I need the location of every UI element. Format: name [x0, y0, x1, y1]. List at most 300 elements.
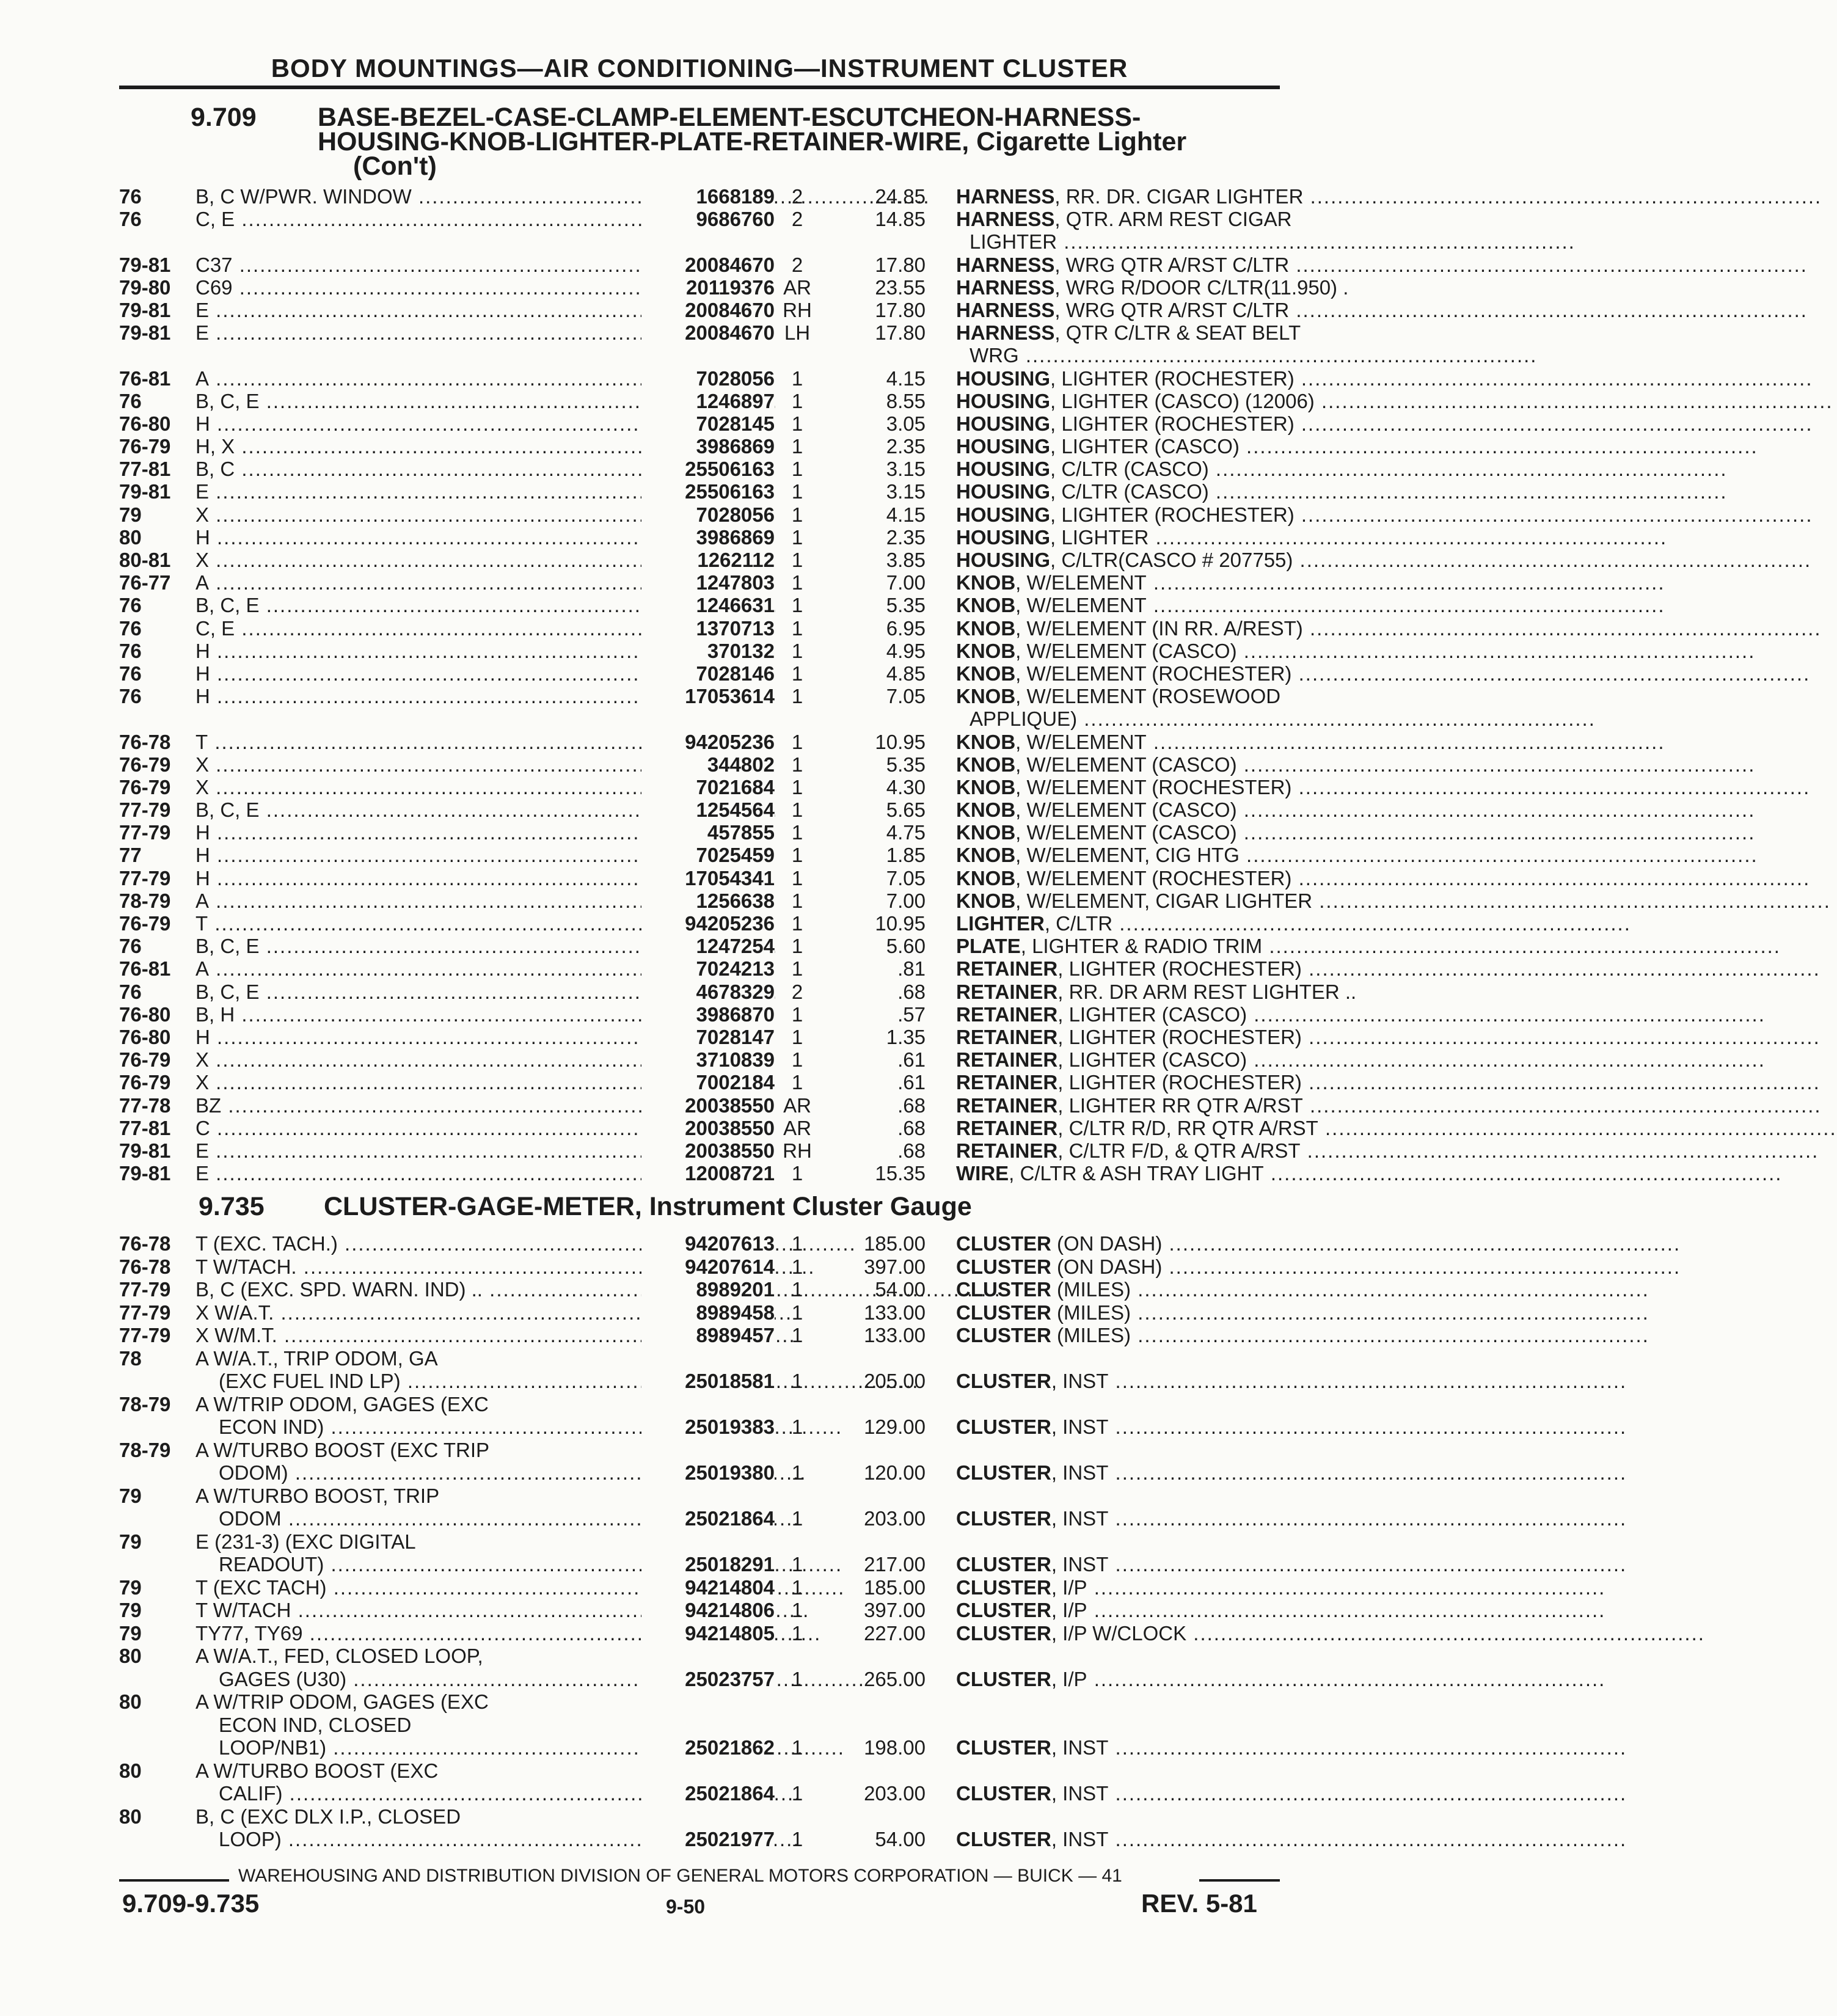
part-name-keyword: CLUSTER [956, 1461, 1051, 1484]
model-years: 77-81 [119, 1116, 171, 1139]
application-description [195, 617, 646, 640]
part-name-keyword: KNOB [956, 798, 1016, 822]
part-name-keyword: KNOB [956, 594, 1016, 617]
table-row [119, 412, 1295, 435]
price: 5.35 [886, 594, 926, 617]
application-description [195, 1255, 646, 1279]
description-line: X ..... [195, 1071, 646, 1094]
part-name-line: HARNESS, QTR. ARM REST CIGAR [956, 208, 1292, 231]
application-description [195, 731, 646, 753]
application-description [195, 1094, 646, 1117]
quantity: 2 [791, 253, 803, 276]
model-years: 76 [119, 594, 142, 617]
model-years: 79 [119, 1621, 142, 1645]
application-description [195, 1759, 646, 1805]
model-years: 76 [119, 980, 142, 1003]
part-name [956, 1668, 1280, 1691]
part-name-line: HOUSING, LIGHTER (ROCHESTER) ..... [956, 503, 1280, 526]
part-name-line: RETAINER, C/LTR F/D, & QTR A/RST ..... [956, 1139, 1280, 1162]
model-years: 77-79 [119, 1301, 171, 1324]
price: 7.00 [886, 571, 926, 594]
model-years: 77-79 [119, 1278, 171, 1301]
part-name-line: KNOB, W/ELEMENT, CIGAR LIGHTER ..... [956, 889, 1280, 912]
part-number: 20084670 [641, 254, 775, 276]
section-title-line: (Con't) [353, 152, 437, 181]
table-row [119, 1048, 1280, 1071]
part-name-keyword: HOUSING [956, 412, 1051, 435]
quantity: 2 [791, 980, 803, 1003]
table-row [119, 1393, 1280, 1439]
quantity: 1 [791, 1301, 803, 1324]
application-description [195, 594, 646, 616]
price: 8.55 [886, 389, 926, 412]
part-number: 94205236 [641, 731, 775, 753]
part-name-line: HARNESS, RR. DR. CIGAR LIGHTER ..... [956, 185, 1280, 208]
model-years: 78 [119, 1346, 142, 1370]
application-description [195, 1301, 646, 1324]
quantity: 1 [791, 458, 803, 481]
model-years: 76-79 [119, 912, 171, 935]
part-number: 7025459 [641, 844, 775, 866]
part-name [956, 1370, 1280, 1393]
part-name [956, 640, 1280, 662]
part-name-keyword: KNOB [956, 753, 1016, 776]
price: 185.00 [864, 1576, 926, 1599]
application-description [195, 1576, 646, 1599]
quantity: 1 [791, 1324, 803, 1346]
part-name-line: CLUSTER, I/P ..... [956, 1576, 1280, 1599]
footer-rule [1199, 1879, 1280, 1882]
quantity: RH [783, 1139, 812, 1162]
part-number: 7028056 [641, 367, 775, 390]
model-years: 76-78 [119, 730, 171, 753]
part-number: 20084670 [641, 299, 775, 321]
section-title [318, 103, 1271, 181]
price: 5.35 [886, 753, 926, 776]
quantity: 1 [791, 571, 803, 594]
application-description [195, 367, 646, 390]
table-row [119, 321, 1301, 367]
part-name [956, 526, 1280, 549]
table-row [119, 549, 1293, 572]
price: 3.05 [886, 412, 926, 435]
part-name-line: KNOB, W/ELEMENT (CASCO) ..... [956, 821, 1280, 844]
part-number: 25021862 [641, 1736, 775, 1759]
application-description [195, 1347, 646, 1393]
part-name-keyword: KNOB [956, 821, 1016, 844]
part-number: 3986869 [641, 526, 775, 549]
section-title-line: BASE-BEZEL-CASE-CLAMP-ELEMENT-ESCUTCHEON-HARNESS- [318, 103, 1141, 132]
part-name-line: LIGHTER, C/LTR ..... [956, 912, 1280, 935]
part-name-keyword: HOUSING [956, 435, 1051, 458]
description-line: H ..... [195, 1026, 646, 1048]
model-years: 80 [119, 1690, 142, 1713]
part-number: 25506163 [641, 480, 775, 503]
application-description [195, 685, 646, 707]
description-line: B, C (EXC DLX I.P., CLOSED [195, 1805, 461, 1828]
part-name [956, 1025, 1302, 1048]
application-description [195, 1690, 646, 1759]
model-years: 79 [119, 1484, 142, 1507]
quantity: 1 [791, 639, 803, 662]
part-name [956, 731, 1280, 753]
part-name [956, 208, 1292, 254]
description-line: T ..... [195, 731, 646, 753]
part-name-keyword: KNOB [956, 571, 1016, 594]
part-number: 17053614 [641, 685, 775, 707]
application-description [195, 753, 646, 776]
quantity: 1 [791, 685, 803, 708]
quantity: 1 [791, 1576, 803, 1599]
model-years: 77-79 [119, 1324, 171, 1346]
description-line: H ..... [195, 685, 646, 707]
part-number: 94205236 [641, 912, 775, 935]
quantity: 1 [791, 730, 803, 753]
part-number: 25021864 [641, 1507, 775, 1530]
description-line: E ..... [195, 1162, 646, 1185]
quantity: 2 [791, 208, 803, 231]
part-name-keyword: CLUSTER [956, 1278, 1051, 1301]
table-row [119, 1599, 1280, 1622]
description-line: GAGES (U30) ..... [195, 1668, 646, 1691]
application-description [195, 321, 646, 344]
part-name-keyword: PLATE [956, 935, 1021, 958]
header-rule [119, 86, 1280, 89]
quantity: 1 [791, 503, 803, 526]
model-years: 76 [119, 208, 142, 231]
quantity: 1 [791, 1828, 803, 1850]
part-name-keyword: KNOB [956, 616, 1016, 640]
part-name-line: LIGHTER ..... [956, 230, 1280, 253]
table-row [119, 1622, 1280, 1645]
section-number: 9.709 [191, 103, 257, 132]
part-name [956, 276, 1349, 299]
quantity: AR [783, 276, 811, 299]
part-name [956, 185, 1304, 208]
model-years: 76-78 [119, 1255, 171, 1278]
table-row [119, 798, 1280, 821]
part-number: 3986870 [641, 1003, 775, 1026]
part-name-keyword: KNOB [956, 775, 1016, 798]
price: .68 [897, 1094, 926, 1117]
model-years: 77-81 [119, 458, 171, 481]
part-number: 20038550 [641, 1094, 775, 1117]
part-name-line: CLUSTER (MILES) ..... [956, 1301, 1280, 1324]
parts-table-9-735 [119, 1232, 1280, 1851]
part-name-keyword: HARNESS [956, 321, 1055, 345]
part-number: 8989457 [641, 1324, 775, 1347]
table-row [119, 594, 1280, 616]
part-name-keyword: RETAINER [956, 1071, 1058, 1094]
quantity: 1 [791, 662, 803, 685]
part-name-keyword: CLUSTER [956, 1415, 1051, 1438]
description-line: B, H ..... [195, 1003, 646, 1026]
part-name-keyword: CLUSTER [956, 1736, 1051, 1759]
part-number: 370132 [641, 640, 775, 662]
quantity: 1 [791, 1599, 803, 1621]
part-number: 1247254 [641, 935, 775, 957]
model-years: 79-81 [119, 1162, 171, 1185]
model-years: 76-79 [119, 1071, 171, 1094]
model-years: 77-79 [119, 798, 171, 822]
part-name-line: RETAINER, LIGHTER (ROCHESTER) ..... [956, 1071, 1280, 1094]
part-name-line: HOUSING, LIGHTER (CASCO) (12006) ..... [956, 390, 1280, 412]
part-name-line: CLUSTER (MILES) ..... [956, 1278, 1280, 1301]
application-description [195, 549, 646, 571]
quantity: 1 [791, 435, 803, 458]
part-number: 1247803 [641, 571, 775, 594]
table-row [119, 1139, 1301, 1162]
table-row [119, 503, 1295, 526]
footer-revision: REV. 5-81 [1141, 1889, 1257, 1918]
part-name [956, 298, 1290, 321]
part-name [956, 1507, 1280, 1530]
part-name-keyword: HARNESS [956, 298, 1055, 321]
part-number: 457855 [641, 821, 775, 844]
price: .57 [897, 1003, 926, 1026]
part-name-line: CLUSTER, INST ..... [956, 1461, 1280, 1485]
description-line: E ..... [195, 480, 646, 503]
part-name-keyword: WIRE [956, 1162, 1009, 1185]
price: .68 [897, 1116, 926, 1139]
price: 7.05 [886, 866, 926, 889]
quantity: 1 [791, 1232, 803, 1255]
part-name [956, 912, 1280, 935]
part-number: 1254564 [641, 798, 775, 821]
part-number: 20038550 [641, 1117, 775, 1139]
part-name [956, 1071, 1302, 1094]
price: 7.05 [886, 685, 926, 708]
part-name [956, 594, 1280, 616]
quantity: 1 [791, 1162, 803, 1185]
part-name [956, 1255, 1280, 1279]
model-years: 79-81 [119, 253, 171, 276]
part-name [956, 480, 1280, 503]
model-years: 76-80 [119, 1003, 171, 1026]
part-name-line: KNOB, W/ELEMENT (CASCO) ..... [956, 798, 1280, 821]
section-number: 9.735 [199, 1192, 265, 1221]
table-row [119, 367, 1295, 390]
part-name [956, 957, 1302, 981]
price: 10.95 [875, 730, 926, 753]
part-name-line: KNOB, W/ELEMENT (CASCO) ..... [956, 753, 1280, 776]
table-row [119, 253, 1290, 276]
application-description [195, 1622, 646, 1645]
part-name-keyword: KNOB [956, 844, 1016, 867]
description-line: X W/M.T. ..... [195, 1324, 646, 1347]
quantity: 1 [791, 844, 803, 867]
part-name [956, 1553, 1280, 1576]
part-name-keyword: CLUSTER [956, 1553, 1051, 1576]
description-line: X ..... [195, 549, 646, 571]
part-number: 94207614 [641, 1255, 775, 1279]
part-name-keyword: LIGHTER [956, 912, 1045, 935]
table-row [119, 616, 1303, 640]
part-name [956, 1232, 1280, 1255]
part-name-keyword: HARNESS [956, 253, 1055, 276]
part-name-keyword: KNOB [956, 889, 1016, 912]
quantity: 1 [791, 525, 803, 549]
description-line: A W/A.T., FED, CLOSED LOOP, [195, 1645, 483, 1667]
part-name-keyword: KNOB [956, 639, 1016, 662]
application-description [195, 640, 646, 662]
table-row [119, 775, 1292, 798]
description-line: H ..... [195, 821, 646, 844]
description-line: CALIF) ..... [195, 1782, 646, 1805]
quantity: RH [783, 298, 812, 321]
description-line: E ..... [195, 299, 646, 321]
price: 397.00 [864, 1255, 926, 1278]
part-name [956, 662, 1292, 685]
part-name [956, 389, 1315, 412]
part-name [956, 1278, 1280, 1301]
parts-table-9-709 [119, 185, 1357, 1185]
table-row [119, 458, 1280, 480]
application-description [195, 798, 646, 821]
quantity: 1 [791, 1415, 803, 1438]
part-name-line: KNOB, W/ELEMENT (CASCO) ..... [956, 640, 1280, 662]
price: .68 [897, 1139, 926, 1162]
table-row [119, 685, 1280, 730]
application-description [195, 458, 646, 480]
part-number: 1246631 [641, 594, 775, 616]
part-name-keyword: KNOB [956, 662, 1016, 685]
part-name [956, 253, 1290, 276]
model-years: 79-80 [119, 276, 171, 299]
application-description [195, 299, 646, 321]
model-years: 79 [119, 503, 142, 526]
part-name [956, 798, 1280, 821]
model-years: 76 [119, 185, 142, 208]
price: 17.80 [875, 253, 926, 276]
model-years: 76-78 [119, 1232, 171, 1255]
application-description [195, 1139, 646, 1162]
price: 17.80 [875, 321, 926, 345]
part-number: 1262112 [641, 549, 775, 571]
part-name [956, 685, 1280, 730]
quantity: 1 [791, 1782, 803, 1805]
part-number: 25018291 [641, 1553, 775, 1576]
application-description [195, 844, 646, 866]
price: 15.35 [875, 1162, 926, 1185]
table-row [119, 1003, 1280, 1026]
part-name [956, 321, 1301, 367]
part-name [956, 367, 1295, 390]
application-description [195, 276, 646, 299]
part-name-line: CLUSTER (ON DASH) ..... [956, 1255, 1280, 1279]
part-name [956, 571, 1280, 594]
description-line: E ..... [195, 321, 646, 344]
quantity: 1 [791, 753, 803, 776]
application-description [195, 1162, 646, 1185]
description-line: T W/TACH ..... [195, 1599, 646, 1622]
description-line: A W/TURBO BOOST (EXC [195, 1759, 439, 1782]
part-number: 7021684 [641, 776, 775, 798]
part-number: 1246897 [641, 390, 775, 412]
application-description [195, 185, 646, 208]
table-row [119, 1116, 1318, 1139]
part-name-keyword: CLUSTER [956, 1324, 1051, 1346]
application-description [195, 390, 646, 412]
quantity: 1 [791, 912, 803, 935]
application-description [195, 1530, 646, 1576]
footer-text: WAREHOUSING AND DISTRIBUTION DIVISION OF GENERAL MOTORS CORPORATION — BUICK — 41 [238, 1866, 1122, 1886]
part-name-keyword: RETAINER [956, 1116, 1058, 1139]
part-number: 7028056 [641, 503, 775, 526]
part-name [956, 935, 1280, 957]
part-name [956, 980, 1357, 1003]
model-years: 76 [119, 616, 142, 640]
part-name-keyword: RETAINER [956, 1048, 1058, 1072]
part-number: 8989458 [641, 1301, 775, 1324]
table-row [119, 640, 1280, 662]
table-row [119, 1025, 1302, 1048]
part-number: 94214804 [641, 1576, 775, 1599]
part-name-line: HOUSING, C/LTR (CASCO) ..... [956, 480, 1280, 503]
part-name [956, 844, 1280, 866]
part-name-line: CLUSTER, I/P ..... [956, 1668, 1280, 1691]
part-name-line: KNOB, W/ELEMENT (ROCHESTER) ..... [956, 662, 1280, 685]
part-name-line: RETAINER, LIGHTER (ROCHESTER) ..... [956, 957, 1280, 980]
table-row [119, 912, 1280, 935]
model-years: 76-79 [119, 1048, 171, 1072]
part-name-line: CLUSTER, INST ..... [956, 1828, 1280, 1851]
part-name-line: HOUSING, C/LTR (CASCO) ..... [956, 458, 1280, 480]
part-name-line: HARNESS, QTR C/LTR & SEAT BELT [956, 321, 1301, 345]
description-line: A W/A.T., TRIP ODOM, GA [195, 1346, 438, 1370]
quantity: 1 [791, 775, 803, 798]
part-number: 25023757 [641, 1668, 775, 1691]
application-description [195, 435, 646, 458]
price: 397.00 [864, 1599, 926, 1621]
application-description [195, 889, 646, 912]
price: 5.65 [886, 798, 926, 822]
application-description [195, 1278, 646, 1301]
quantity: 1 [791, 1461, 803, 1484]
description-line: B, C W/PWR. WINDOW ..... [195, 185, 646, 208]
description-line: A W/TRIP ODOM, GAGES (EXC [195, 1690, 489, 1713]
part-name [956, 1622, 1280, 1645]
description-line: X W/A.T. ..... [195, 1301, 646, 1324]
description-line: H ..... [195, 662, 646, 685]
table-row [119, 1805, 1280, 1851]
quantity: 1 [791, 1667, 803, 1690]
table-row [119, 185, 1304, 208]
quantity: 1 [791, 1736, 803, 1759]
table-row [119, 1347, 1280, 1393]
table-row [119, 753, 1280, 776]
price: 203.00 [864, 1507, 926, 1530]
table-row [119, 731, 1280, 753]
price: 4.85 [886, 662, 926, 685]
part-name-line: HOUSING, LIGHTER (CASCO) ..... [956, 435, 1280, 458]
part-name-line: PLATE, LIGHTER & RADIO TRIM ..... [956, 935, 1280, 957]
model-years: 76 [119, 685, 142, 708]
quantity: 1 [791, 480, 803, 503]
part-name-line: HOUSING, LIGHTER (ROCHESTER) ..... [956, 367, 1280, 390]
description-line: X ..... [195, 776, 646, 798]
price: 4.30 [886, 775, 926, 798]
description-line: C37 ..... [195, 254, 646, 276]
part-name-line: APPLIQUE) ..... [956, 707, 1280, 730]
price: 24.85 [875, 185, 926, 208]
price: 4.15 [886, 503, 926, 526]
model-years: 76 [119, 389, 142, 412]
part-name-line: HARNESS, WRG QTR A/RST C/LTR ..... [956, 299, 1280, 321]
quantity: 2 [791, 185, 803, 208]
application-description [195, 935, 646, 957]
part-name-keyword: HOUSING [956, 389, 1051, 412]
